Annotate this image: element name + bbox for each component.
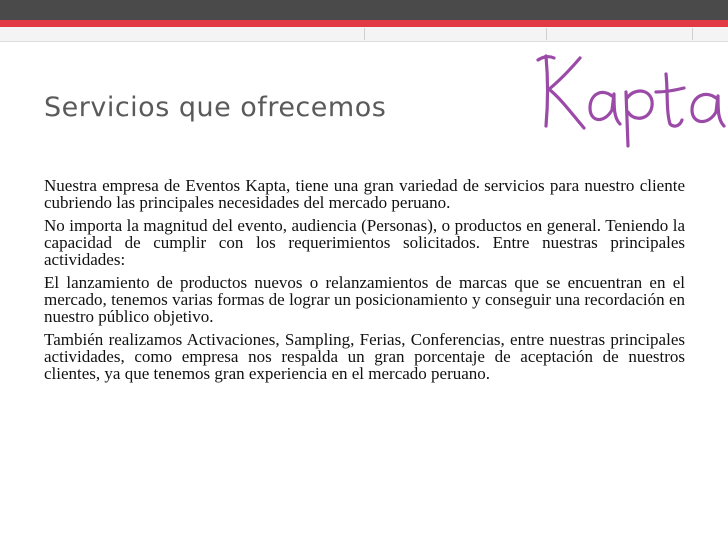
slide-body (44, 177, 685, 388)
paragraph: El lanzamiento de productos nuevos o relanzamientos de marcas que se encuentran en el mercado, tenemos varias formas de lograr un posicionamiento y conseguir una recordación en nuestro público objetivo. (44, 273, 685, 326)
header-divider (546, 28, 547, 40)
header-divider (364, 28, 365, 40)
top-bar (0, 0, 728, 20)
logo-text: Kapta (528, 48, 531, 49)
header-divider (692, 28, 693, 40)
paragraph: Nuestra empresa de Eventos Kapta, tiene una gran variedad de servicios para nuestro cliente cubriendo las principales necesidades del mercado peruano. (44, 176, 685, 212)
paragraph: No importa la magnitud del evento, audiencia (Personas), o productos en general. Teniendo la capacidad de cumplir con los requerimientos solicitados. Entre nuestras principales actividades: (44, 216, 685, 269)
paragraph: También realizamos Activaciones, Sampling, Ferias, Conferencias, entre nuestras principales actividades, como empresa nos respalda un gran porcentaje de aceptación de nuestros clientes, ya que tenemos gran experiencia en el mercado peruano. (44, 330, 685, 383)
header-bottom-line (0, 41, 728, 42)
page-title: Servicios que ofrecemos (44, 92, 387, 123)
accent-stripe (0, 20, 728, 27)
kapta-logo (528, 48, 728, 148)
